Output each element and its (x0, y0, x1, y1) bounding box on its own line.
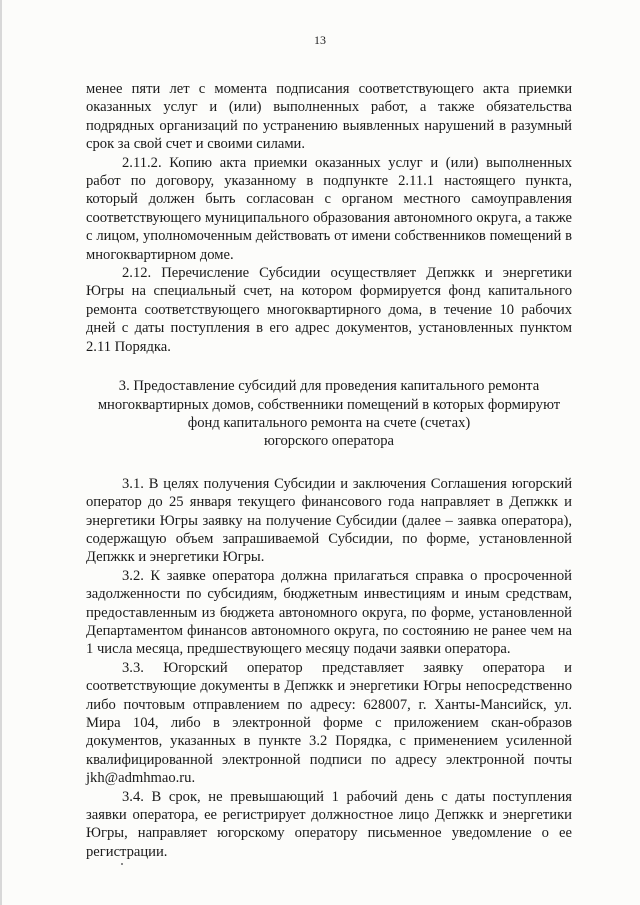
section-heading-line: югорского оператора (263, 433, 395, 450)
section-heading-line: фонд капитального ремонта на счете (счетах) (187, 414, 471, 431)
paragraph-3-2: 3.2. К заявке оператора должна прилагаться справка о просроченной задолженности по субсидиям, бюджетным инвестициям и иным средствам, предоставленным из бюджета автономного округа, по форме, установленной Департаментом финансов автономного округа, по состоянию не ранее чем на 1 числа месяца, предшествующего месяцу подачи заявки оператора. (86, 567, 572, 658)
section-heading-line: многоквартирных домов, собственники помещений в которых формируют (97, 396, 561, 413)
section-heading-line: 3. Предоставление субсидий для проведения капитального ремонта (118, 378, 540, 395)
scan-edge (0, 0, 2, 905)
spacer (86, 451, 572, 475)
paragraph-2-12: 2.12. Перечисление Субсидии осуществляет Депжкк и энергетики Югры на специальный счет, на котором формируется фонд капитального ремонта соответствующего многоквартирного дома, в течение 10 рабочих дней с даты поступления в его адрес документов, установленных пунктом 2.11 Порядка. (86, 265, 572, 355)
paragraph-3-1: 3.1. В целях получения Субсидии и заключения Соглашения югорский оператор до 25 января текущего финансового года направляет в Депжкк и энергетики Югры заявку на получение Субсидии (далее – заявка оператора), содержащую объем запрашиваемой Субсидии, по форме, установленной Депжкк и энергетики Югры. (86, 475, 572, 566)
spacer (86, 356, 572, 377)
paragraph-2-11-2: 2.11.2. Копию акта приемки оказанных услуг и (или) выполненных работ по договору, указанному в подпункте 2.11.1 настоящего пункта, который должен быть согласован с органом местного самоуправления соответствующего муниципального образования автономного округа, а также с лицом, уполномоченным действовать от имени собственников помещений в многоквартирном доме. (86, 154, 572, 263)
paragraph-continuation: менее пяти лет с момента подписания соответствующего акта приемки оказанных услуг и (или) выполненных работ, а также обязательства подрядных организаций по устранению выявленных нарушений в разумный срок за свой счет и своими силами. (86, 81, 572, 153)
paragraph-3-3: 3.3. Югорский оператор представляет заявку оператора и соответствующие документы в Депжкк и энергетики Югры непосредственно либо почтовым отправлением по адресу: 628007, г. Ханты-Мансийск, ул. Мира 104, либо в электронной форме с приложением скан-образов документов, указанных в пункте 3.2 Порядка, с применением усиленной квалифицированной электронной подписи по адресу электронной почты jkh@admhmao.ru. (86, 659, 572, 787)
scan-speck (121, 863, 123, 865)
document-body (86, 80, 572, 861)
paragraph-3-4: 3.4. В срок, не превышающий 1 рабочий день с даты поступления заявки оператора, ее регистрирует должностное лицо Депжкк и энергетики Югры, направляет югорскому оператору письменное уведомление о ее регистрации. (86, 788, 572, 860)
page-number: 13 (314, 33, 326, 47)
section-3-heading (86, 377, 572, 451)
